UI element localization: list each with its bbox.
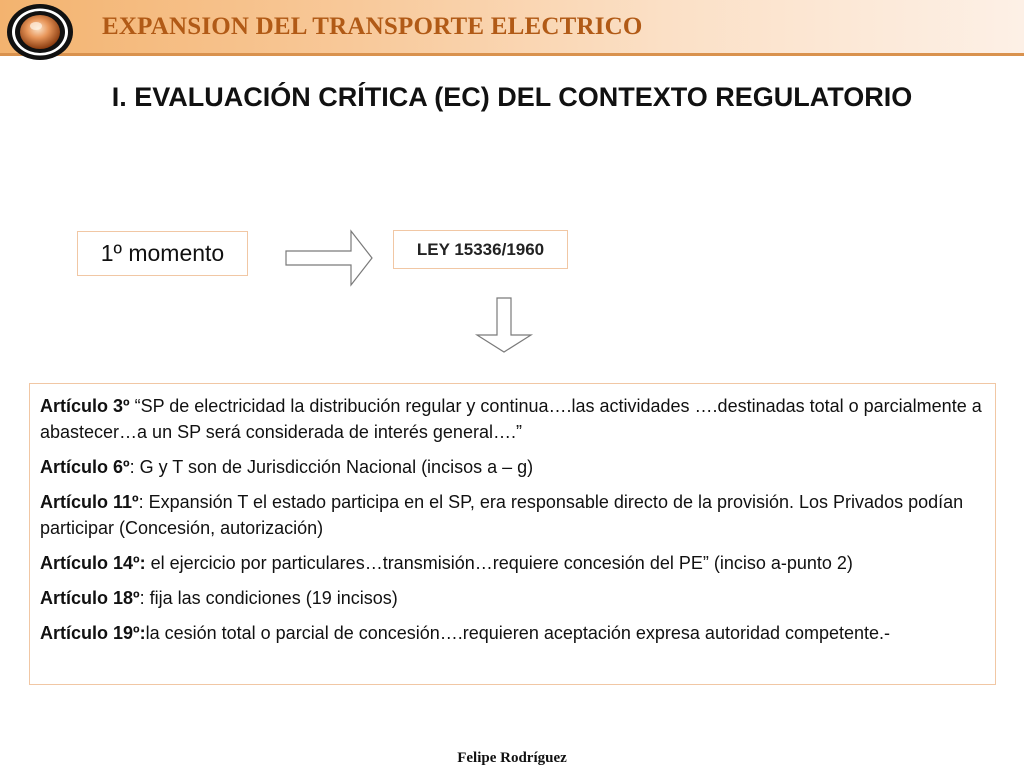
arrow-right-icon — [284, 229, 374, 287]
footer-author: Felipe Rodríguez — [457, 750, 567, 766]
ley-box — [393, 230, 568, 269]
header-divider — [0, 53, 1024, 56]
article-label: Artículo 6º — [40, 457, 130, 477]
momento-label: 1º momento — [100, 240, 225, 266]
header-title: EXPANSION DEL TRANSPORTE ELECTRICO — [102, 13, 643, 40]
article-item — [40, 550, 985, 576]
article-text: : G y T son de Jurisdicción Nacional (incisos a – g) — [129, 457, 534, 477]
article-text: : fija las condiciones (19 incisos) — [139, 588, 398, 608]
momento-box — [77, 231, 248, 276]
article-label: Artículo 3º — [40, 396, 130, 416]
article-item — [40, 454, 985, 480]
article-text: “SP de electricidad la distribución regular y continua….las actividades ….destinadas total o parcialmente a abastecer…a un SP será considerada de interés general….” — [40, 396, 982, 442]
article-label: Artículo 18º — [40, 588, 140, 608]
circular-logo-icon — [4, 2, 76, 62]
article-label: Artículo 14º: — [40, 553, 146, 573]
page-title: I. EVALUACIÓN CRÍTICA (EC) DEL CONTEXTO REGULATORIO — [111, 82, 913, 112]
ley-label: LEY 15336/1960 — [416, 239, 545, 259]
article-text: el ejercicio por particulares…transmisión…requiere concesión del PE” (inciso a-punto 2) — [145, 553, 853, 573]
article-label: Artículo 19º: — [40, 623, 146, 643]
arrow-down-icon — [474, 297, 534, 353]
article-item — [40, 585, 985, 611]
article-item — [40, 620, 985, 646]
article-text: : Expansión T el estado participa en el SP, era responsable directo de la provisión. Los Privados podían participar (Concesión, autorización) — [40, 492, 964, 538]
article-item — [40, 489, 985, 541]
article-label: Artículo 11º — [40, 492, 139, 512]
article-text: la cesión total o parcial de concesión….requieren aceptación expresa autoridad competente.- — [145, 623, 891, 643]
article-item — [40, 393, 985, 445]
articles-box — [29, 383, 996, 685]
